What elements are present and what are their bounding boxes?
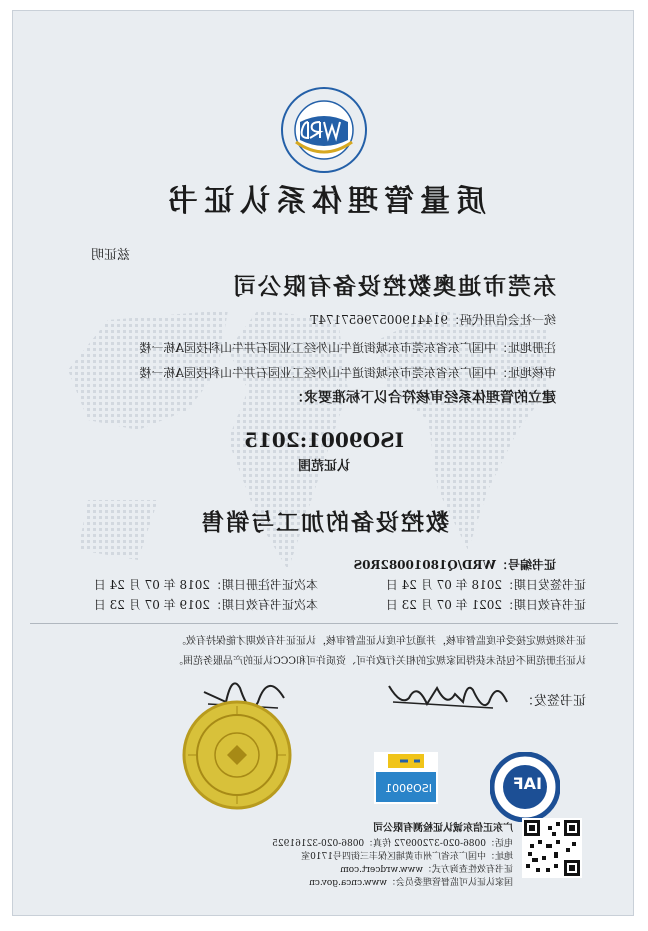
this-valid-date: 本次证书有效日期：2019 年 07 月 23 日 <box>93 598 318 612</box>
this-issue-date: 本次证书注册日期：2018 年 07 月 24 日 <box>93 578 318 592</box>
wrd-iso-badge <box>374 752 438 804</box>
footer-address: 地址：中国广东省广州市黄埔区保丰三街四号1710室 <box>301 852 513 862</box>
signature-label: 证书签发： <box>520 694 586 709</box>
footer-query-2: 国家认证认可监督管理委员会：www.cnca.gov.cn <box>309 878 513 888</box>
gold-seal <box>182 700 292 810</box>
certificate-title: 质量管理体系认证书 <box>162 184 486 219</box>
handwritten-signature <box>383 672 513 720</box>
footer-query-1: 证书有效性查询方式：www.wrdcert.com <box>340 865 513 875</box>
audit-address: 审核地址：中国广东省东莞市东城街道牛山外经工业园石井牛山科技园A栋一楼 <box>139 366 556 380</box>
footer-phone: 电话：0086-020-37200972 传真：0086-020-32161925 <box>272 839 513 849</box>
cert-label: 兹证明 <box>90 248 130 263</box>
standard-name: ISO9001:2015 <box>244 428 404 452</box>
first-issue-date: 证书签发日期：2018 年 07 月 24 日 <box>385 578 586 592</box>
expiry-date: 证书有效日期：2021 年 07 月 23 日 <box>385 598 586 612</box>
qr-code <box>522 818 582 878</box>
footer-org: 广东正信东诚认证检测有限公司 <box>373 823 513 834</box>
certification-scope: 数控设备的加工与销售 <box>199 509 449 536</box>
registered-address: 注册地址：中国广东省东莞市东城街道牛山外经工业园石井牛山科技园A栋一楼 <box>139 341 556 355</box>
wrd-logo <box>256 82 392 178</box>
company-name: 东莞市迪奥数控设备有限公司 <box>231 273 556 300</box>
scope-label: 认证范围 <box>298 459 351 474</box>
divider <box>30 623 618 624</box>
standard-statement: 建立的管理体系经审核符合以下标准要求： <box>290 390 556 406</box>
certificate-number: 证书编号：WRD/Q18010082R0S <box>353 558 556 572</box>
iaf-badge-label: IAF <box>512 774 542 793</box>
note-scope-exclusion: 认证注册范围不包括未获得国家规定的相关行政许可、资质许可和CCC认证的产品服务范围。 <box>173 656 586 667</box>
credit-code: 统一社会信用代码：91441900579657174T <box>310 313 556 327</box>
iso9001-badge-label: ISO9001 <box>385 782 432 795</box>
note-surveillance: 证书须按规定接受年度监督审核，并通过年度认证监督审核，认证证书有效期才能保持有效。 <box>176 636 586 647</box>
